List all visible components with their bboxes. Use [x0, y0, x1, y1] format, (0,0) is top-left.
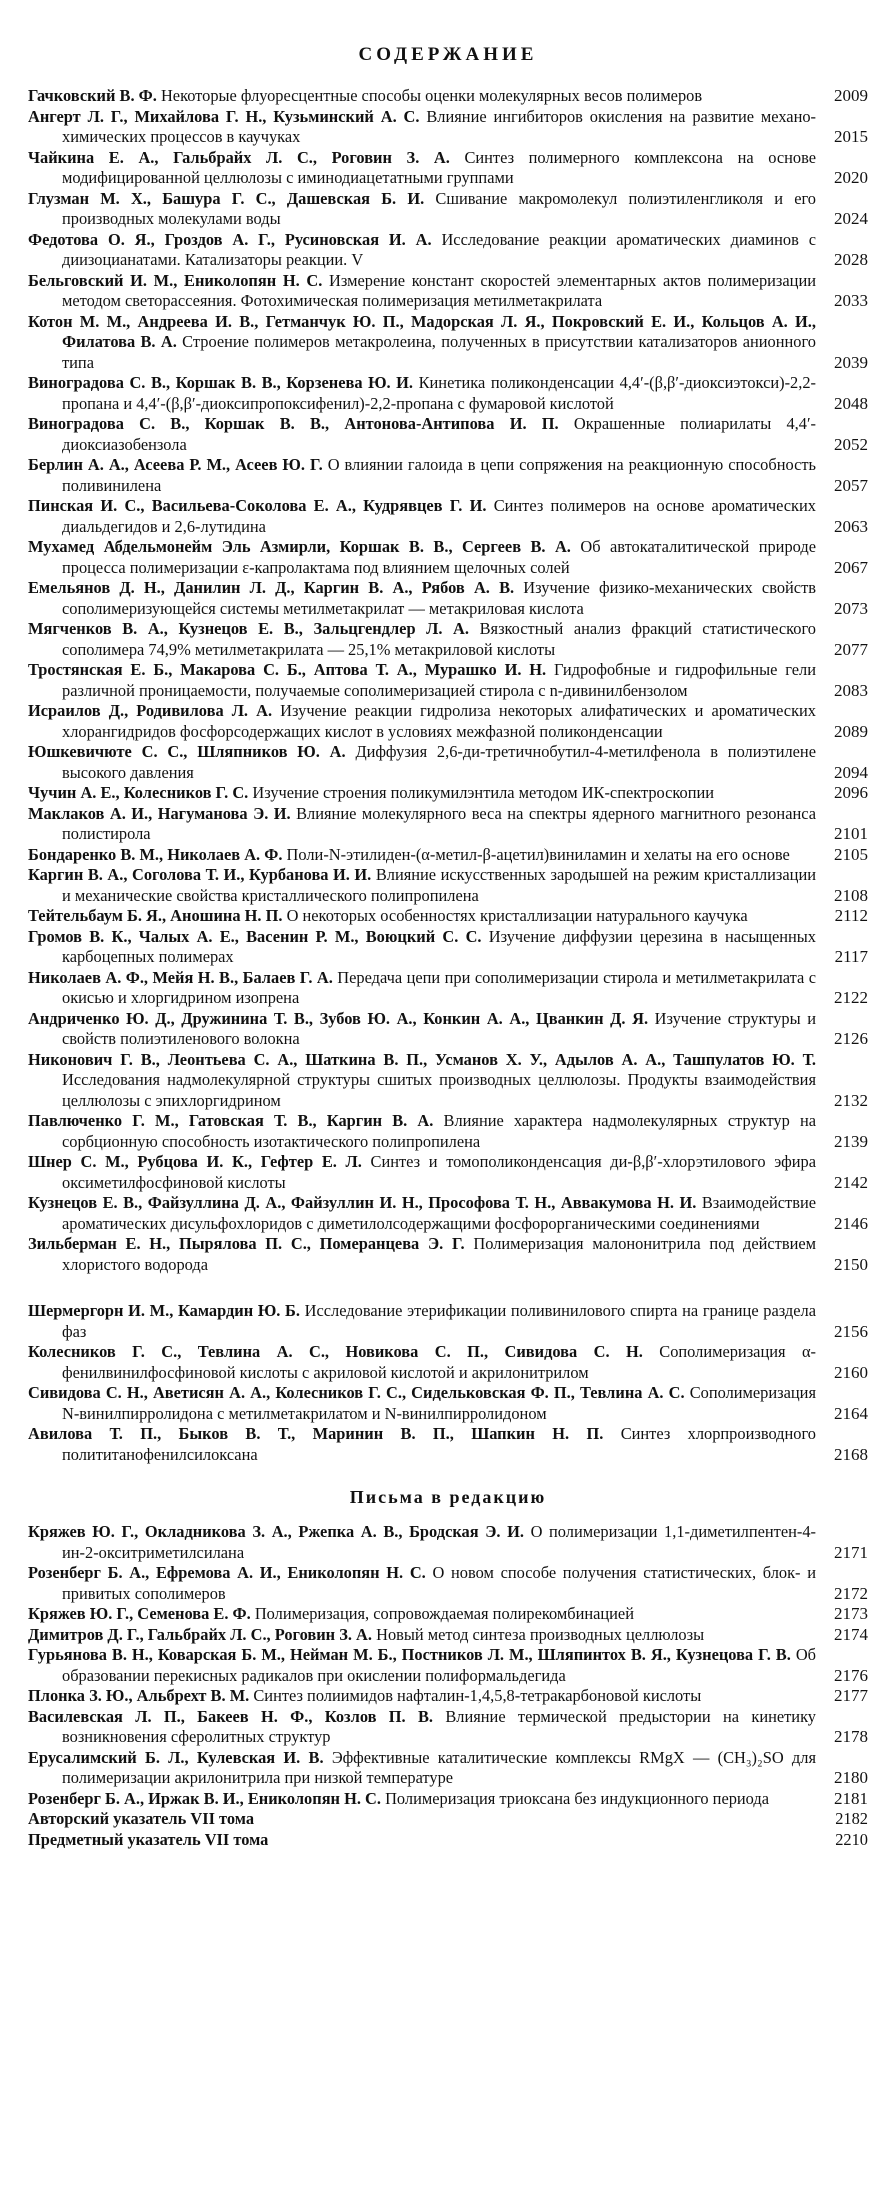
toc-entry-authors: Колесников Г. С., Тевлина А. С., Новикова С. П., Сивидова С. Н.: [28, 1342, 643, 1361]
toc-entry-title: Изучение диффузии церезина в насыщенных карбоцепных полимерах: [62, 926, 816, 966]
toc-entry-title: Синтез полимерного комплексона на основе модифицированной целлюлозы с иминодиацетатными группами: [62, 147, 816, 187]
toc-entry[interactable]: [28, 1789, 868, 1810]
index-entry-title: Предметный указатель VII тома: [28, 1829, 269, 1849]
toc-entry-text: [28, 107, 816, 148]
toc-entry-title: Синтез полимеров на основе ароматических диальдегидов и 2,6-лутидина: [62, 496, 816, 536]
toc-entry-page: 2048: [834, 393, 868, 413]
toc-entry-page: 2171: [834, 1542, 868, 1562]
toc-entry-authors: Виноградова С. В., Коршак В. В., Корзенева Ю. И.: [28, 373, 414, 392]
toc-entry-authors: Виноградова С. В., Коршак В. В., Антонова-Антипова И. П.: [28, 414, 559, 433]
toc-entry-page: 2126: [834, 1029, 868, 1048]
toc-entry-authors: Маклаков А. И., Нагуманова Э. И.: [28, 803, 291, 823]
toc-entry-authors: Сивидова С. Н., Аветисян А. А., Колесников Г. С., Сидельковская Ф. П., Тевлина А. С.: [28, 1383, 685, 1402]
toc-entry-text: [28, 619, 816, 660]
index-entry-page: 2210: [835, 1829, 868, 1849]
toc-entry[interactable]: [28, 1686, 868, 1707]
toc-entry[interactable]: [28, 1625, 868, 1646]
toc-entry-text: [28, 1009, 816, 1050]
toc-entry[interactable]: [28, 1342, 868, 1383]
toc-entry-title: О влиянии галоида в цепи сопряжения на реакционную способность поливинилена: [62, 455, 816, 495]
toc-entry-authors: Василевская Л. П., Бакеев Н. Ф., Козлов П. В.: [28, 1706, 434, 1726]
contents-page: [28, 0, 868, 1850]
toc-entry-page: 2181: [834, 1788, 868, 1808]
toc-entry-page: 2146: [834, 1213, 868, 1233]
toc-entry-authors: Федотова О. Я., Гроздов А. Г., Русиновская И. А.: [28, 229, 432, 249]
toc-entry-text: [28, 1234, 816, 1275]
toc-entry-title: Влияние искусственных зародышей на режим кристаллизации и механические свойства кристаллического полипропилена: [62, 865, 816, 905]
toc-entry-title: Сшивание макромолекул полиэтиленгликоля и его производных молекулами воды: [62, 188, 816, 228]
toc-entry-authors: Мухамед Абдельмонейм Эль Азмирли, Коршак В. В., Сергеев В. А.: [28, 537, 571, 556]
toc-entry-authors: Исраилов Д., Родивилова Л. А.: [28, 701, 273, 720]
toc-entry-title: Изучение физико-механических свойств сополимеризующейся системы метилметакрилат — метакриловая кислота: [62, 578, 816, 618]
toc-entry-title: О новом способе получения статистических, блок- и привитых сополимеров: [62, 1563, 816, 1603]
toc-entry-page: 2173: [834, 1604, 868, 1623]
toc-entry-text: [28, 1748, 816, 1789]
toc-entry-text: [28, 1342, 816, 1383]
toc-entry-title: Кинетика поликонденсации 4,4′-(β,β′-диоксиэтокси)-2,2-пропана и 4,4′-(β,β′-диоксипропоксифенил)-2,2-пропана с фумаровой кислотой: [62, 373, 816, 413]
toc-entry-authors: Павлюченко Г. М., Гатовская Т. В., Каргин В. А.: [28, 1111, 434, 1130]
toc-entry-authors: Бондаренко В. М., Николаев А. Ф.: [28, 844, 283, 864]
toc-entry-title: Влияние молекулярного веса на спектры ядерного магнитного резонанса полистирола: [62, 803, 816, 843]
toc-entry[interactable]: [28, 968, 868, 1009]
toc-entry-page: 2052: [834, 434, 868, 454]
toc-entry-authors: Чучин А. Е., Колесников Г. С.: [28, 783, 249, 802]
toc-entry-page: 2168: [834, 1444, 868, 1464]
toc-entry[interactable]: [28, 1050, 868, 1112]
toc-entry[interactable]: [28, 660, 868, 701]
toc-entry-text: [28, 1152, 816, 1193]
contents-list-letters: [28, 1522, 868, 1809]
toc-entry-text: [28, 148, 816, 189]
toc-entry[interactable]: [28, 373, 868, 414]
toc-entry-page: 2063: [834, 516, 868, 536]
toc-entry[interactable]: [28, 927, 868, 968]
toc-entry-page: 2028: [834, 250, 868, 269]
toc-entry-authors: Розенберг Б. А., Ефремова А. И., Ениколопян Н. С.: [28, 1563, 426, 1582]
toc-entry-text: [28, 845, 816, 866]
toc-entry-page: 2105: [834, 844, 868, 864]
toc-entry[interactable]: [28, 271, 868, 312]
toc-entry-title: Вязкостный анализ фракций статистического сополимера 74,9% метилметакрилата — 25,1% метакриловой кислоты: [62, 619, 816, 659]
toc-entry[interactable]: [28, 1748, 868, 1789]
toc-entry-text: [28, 1707, 816, 1748]
page-title: СОДЕРЖАНИЕ: [358, 44, 538, 65]
toc-entry-title: Строение полимеров метакролеина, полученных в присутствии катализаторов анионного типа: [62, 332, 816, 372]
toc-entry-text: [28, 927, 816, 968]
toc-entry-authors: Розенберг Б. А., Иржак В. И., Ениколопян Н. С.: [28, 1788, 381, 1808]
toc-entry[interactable]: [28, 537, 868, 578]
toc-entry-text: [28, 1193, 816, 1234]
toc-entry-text: [28, 701, 816, 742]
toc-entry-authors: Димитров Д. Г., Гальбрайх Л. С., Роговин З. А.: [28, 1624, 372, 1644]
toc-entry-page: 2067: [834, 557, 868, 577]
toc-entry-authors: Плонка З. Ю., Альбрехт В. М.: [28, 1686, 250, 1705]
toc-entry-text: [28, 1563, 816, 1604]
toc-entry-title: Гидрофобные и гидрофильные гели различной проницаемости, получаемые сополимеризацией стирола с n-дивинилбензолом: [62, 660, 816, 700]
toc-entry[interactable]: [28, 1301, 868, 1342]
toc-entry-title: Поли-N-этилиден-(α-метил-β-ацетил)виниламин и хелаты на его основе: [286, 844, 790, 864]
toc-entry[interactable]: [28, 1645, 868, 1686]
toc-entry-authors: Гурьянова В. Н., Коварская Б. М., Нейман М. Б., Постников Л. М., Шляпинтох В. Я., Кузнецова Г. В.: [28, 1645, 791, 1664]
toc-entry-title: Сополимеризация α-фенилвинилфосфиновой кислоты с акриловой кислотой и акрилонитрилом: [62, 1342, 817, 1382]
toc-entry-page: 2132: [834, 1090, 868, 1110]
toc-entry[interactable]: [28, 865, 868, 906]
contents-list-secondary: [28, 1301, 868, 1465]
toc-entry-title: Влияние ингибиторов окисления на развитие механо-химических процессов в каучуках: [62, 106, 816, 146]
toc-entry[interactable]: [28, 804, 868, 845]
toc-entry-text: [28, 312, 816, 374]
toc-entry[interactable]: [28, 742, 868, 783]
toc-entry-page: 2176: [834, 1665, 868, 1685]
toc-entry-authors: Котон М. М., Андреева И. В., Гетманчук Ю. П., Мадорская Л. Я., Покровский Е. И., Кольцов А. И., Филатова В. А.: [28, 311, 816, 351]
toc-entry-authors: Глузман М. Х., Башура Г. С., Дашевская Б. И.: [28, 188, 425, 208]
toc-entry-authors: Никонович Г. В., Леонтьева С. А., Шаткина В. П., Усманов Х. У., Адылов А. А., Ташпулатов Ю. Т.: [28, 1049, 816, 1069]
toc-entry-title: Эффективные каталитические комплексы RMgX — (CH₃)₂SO для полимеризации акрилонитрила при низкой температуре: [62, 1747, 816, 1787]
toc-entry-title: Изучение структуры и свойств полиэтиленового волокна: [62, 1008, 816, 1048]
toc-entry-authors: Тейтельбаум Б. Я., Аношина Н. П.: [28, 906, 283, 925]
index-entry-page: 2182: [835, 1809, 868, 1828]
toc-entry-title: Полимеризация малононитрила под действием хлористого водорода: [62, 1234, 816, 1274]
toc-entry-title: Полимеризация, сопровождаемая полирекомбинацией: [254, 1604, 634, 1623]
toc-entry-page: 2101: [834, 824, 868, 843]
toc-entry-page: 2094: [834, 762, 868, 782]
toc-entry-text: [28, 1050, 816, 1112]
toc-entry-text: [28, 1645, 816, 1686]
toc-entry-title: Измерение констант скоростей элементарных актов полимеризации методом светорассеяния. Фотохимическая полимеризация метилметакрилата: [62, 270, 816, 310]
toc-entry-title: Полимеризация триоксана без индукционного периода: [385, 1788, 770, 1808]
toc-entry-page: 2077: [834, 639, 868, 659]
toc-entry-text: [28, 1383, 816, 1424]
toc-entry[interactable]: [28, 1111, 868, 1152]
toc-entry-title: Сополимеризация N-винилпирролидона с метилметакрилатом и N-винилпирролидоном: [62, 1383, 816, 1423]
toc-entry-text: [28, 968, 816, 1009]
toc-entry-title: О некоторых особенностях кристаллизации натурального каучука: [286, 906, 748, 925]
toc-entry-page: 2108: [834, 885, 868, 905]
toc-entry[interactable]: [28, 783, 868, 804]
toc-entry-title: Передача цепи при сополимеризации стирола и метилметакрилата с окисью и хлоргидрином изопрена: [62, 967, 816, 1007]
toc-entry-text: [28, 1111, 816, 1152]
toc-entry-authors: Авилова Т. П., Быков В. Т., Маринин В. П., Шапкин Н. П.: [28, 1424, 604, 1443]
section-gap: [28, 1275, 868, 1301]
toc-entry-authors: Юшкевичюте С. С., Шляпников Ю. А.: [28, 742, 346, 761]
toc-entry-title: Исследование этерификации поливинилового спирта на границе раздела фаз: [62, 1301, 816, 1341]
toc-entry-authors: Шнер С. М., Рубцова И. К., Гефтер Е. Л.: [28, 1152, 362, 1171]
toc-entry-title: Окрашенные полиарилаты 4,4′-диоксиазобензола: [62, 414, 816, 454]
toc-entry-title: Об автокаталитической природе процесса полимеризации ε-капролактама под влиянием щелочных солей: [62, 537, 816, 577]
toc-entry-authors: Зильберман Е. Н., Пырялова П. С., Померанцева Э. Г.: [28, 1234, 465, 1253]
toc-entry-authors: Шермергорн И. М., Камардин Ю. Б.: [28, 1301, 300, 1320]
toc-entry-text: [28, 1686, 816, 1707]
index-entry-title: Авторский указатель VII тома: [28, 1809, 255, 1828]
toc-entry[interactable]: [28, 845, 868, 866]
toc-entry-authors: Гачковский В. Ф.: [28, 86, 157, 105]
toc-entry[interactable]: [28, 107, 868, 148]
toc-entry-authors: Кряжев Ю. Г., Окладникова З. А., Ржепка А. В., Бродская Э. И.: [28, 1522, 524, 1541]
toc-entry[interactable]: [28, 1152, 868, 1193]
toc-entry-authors: Николаев А. Ф., Мейя Н. В., Балаев Г. А.: [28, 967, 333, 987]
toc-entry-title: Исследования надмолекулярной структуры сшитых производных целлюлозы. Продукты взаимодействия целлюлозы с эпихлоргидрином: [62, 1070, 816, 1110]
toc-entry[interactable]: [28, 230, 868, 271]
toc-entry-text: [28, 783, 816, 804]
toc-entry[interactable]: [28, 619, 868, 660]
toc-entry[interactable]: [28, 1234, 868, 1275]
toc-entry-page: 2172: [834, 1583, 868, 1603]
toc-entry[interactable]: [28, 1424, 868, 1465]
toc-entry-page: 2020: [834, 168, 868, 187]
toc-entry-authors: Тростянская Е. Б., Макарова С. Б., Аптова Т. А., Мурашко И. Н.: [28, 660, 547, 679]
toc-entry-page: 2156: [834, 1321, 868, 1341]
toc-entry-page: 2160: [834, 1362, 868, 1382]
toc-entry-page: 2057: [834, 475, 868, 495]
toc-entry-authors: Емельянов Д. Н., Данилин Л. Д., Каргин В. А., Рябов А. В.: [28, 578, 515, 597]
toc-entry-text: [28, 660, 816, 701]
toc-entry-text: [28, 373, 816, 414]
toc-entry-text: [28, 1424, 816, 1465]
toc-entry[interactable]: [28, 189, 868, 230]
toc-entry-page: 2083: [834, 680, 868, 700]
toc-entry-authors: Чайкина Е. А., Гальбрайх Л. С., Роговин З. А.: [28, 147, 450, 167]
toc-entry-page: 2089: [834, 721, 868, 741]
toc-entry-title: Влияние термической предыстории на кинетику возникновения сферолитных структур: [62, 1706, 816, 1746]
toc-entry-title: Синтез полиимидов нафталин-1,4,5,8-тетракарбоновой кислоты: [253, 1686, 702, 1705]
toc-entry-authors: Громов В. К., Чалых А. Е., Васенин Р. М., Воюцкий С. С.: [28, 926, 482, 946]
toc-entry-page: 2150: [834, 1254, 868, 1274]
toc-entry-page: 2117: [834, 947, 868, 966]
toc-entry-title: Взаимодействие ароматических дисульфохлоридов с диметилолсодержащими фосфорорганическими соединениями: [62, 1193, 816, 1233]
toc-entry-authors: Мягченков В. А., Кузнецов Е. В., Зальцгендлер Л. А.: [28, 619, 469, 638]
toc-entry-text: [28, 189, 816, 230]
index-entry[interactable]: [28, 1830, 868, 1851]
toc-entry-page: 2139: [834, 1131, 868, 1151]
toc-entry-text: [28, 578, 816, 619]
contents-footer: [28, 1809, 868, 1850]
toc-entry[interactable]: [28, 148, 868, 189]
toc-entry-page: 2142: [834, 1172, 868, 1192]
toc-entry-text: [28, 414, 816, 455]
toc-entry-page: 2112: [834, 906, 868, 925]
toc-entry-text: [28, 1604, 816, 1625]
toc-entry-text: [28, 455, 816, 496]
toc-entry-authors: Кузнецов Е. В., Файзуллина Д. А., Файзуллин И. Н., Прософова Т. Н., Аввакумова Н. И.: [28, 1193, 697, 1212]
toc-entry-text: [28, 1301, 816, 1342]
toc-entry-title: Новый метод синтеза производных целлюлозы: [376, 1624, 705, 1644]
toc-entry-page: 2009: [834, 86, 868, 105]
toc-entry-title: Исследование реакции ароматических диаминов с диизоцианатами. Катализаторы реакции. V: [62, 229, 816, 269]
toc-entry-text: [28, 1522, 816, 1563]
toc-entry-text: [28, 804, 816, 845]
toc-entry-title: Изучение строения поликумилэнтила методом ИК-спектроскопии: [252, 783, 715, 802]
toc-entry-title: Об образовании перекисных радикалов при окислении полиформальдегида: [62, 1645, 816, 1685]
toc-entry[interactable]: [28, 455, 868, 496]
toc-entry-page: 2015: [834, 127, 868, 146]
contents-list-main: [28, 86, 868, 1275]
toc-entry-text: [28, 86, 816, 107]
toc-entry-title: Диффузия 2,6-ди-третичнобутил-4-метилфенола в полиэтилене высокого давления: [62, 742, 816, 782]
toc-entry-title: Синтез хлорпроизводного полититанофенилсилоксана: [62, 1424, 816, 1464]
toc-entry-authors: Пинская И. С., Васильева-Соколова Е. А., Кудрявцев Г. И.: [28, 496, 487, 515]
toc-entry-page: 2096: [834, 783, 868, 802]
toc-entry[interactable]: [28, 312, 868, 374]
toc-entry-text: [28, 742, 816, 783]
toc-entry-authors: Ерусалимский Б. Л., Кулевская И. В.: [28, 1747, 324, 1767]
toc-entry[interactable]: [28, 1193, 868, 1234]
index-entry[interactable]: [28, 1809, 868, 1830]
toc-entry-page: 2122: [834, 988, 868, 1007]
toc-entry-text: [28, 865, 816, 906]
toc-entry-title: Некоторые флуоресцентные способы оценки молекулярных весов полимеров: [160, 86, 703, 105]
toc-entry-page: 2033: [834, 291, 868, 310]
toc-entry[interactable]: [28, 578, 868, 619]
toc-entry[interactable]: [28, 906, 868, 927]
toc-entry-text: [28, 271, 816, 312]
toc-entry-page: 2180: [834, 1768, 868, 1787]
toc-entry-page: 2073: [834, 598, 868, 618]
toc-entry-text: [28, 537, 816, 578]
toc-entry-page: 2178: [834, 1727, 868, 1746]
toc-entry-page: 2039: [834, 352, 868, 372]
toc-entry[interactable]: [28, 414, 868, 455]
toc-entry[interactable]: [28, 1383, 868, 1424]
toc-entry-page: 2164: [834, 1403, 868, 1423]
toc-entry-authors: Ангерт Л. Г., Михайлова Г. Н., Кузьминский А. С.: [28, 106, 420, 126]
toc-entry-text: [28, 1625, 816, 1646]
toc-entry-title: Синтез и томополиконденсация ди-β,β′-хлорэтилового эфира оксиметилфосфиновой кислоты: [62, 1152, 816, 1192]
toc-entry-text: [28, 496, 816, 537]
letters-heading: Письма в редакцию: [349, 1487, 547, 1507]
toc-entry[interactable]: [28, 86, 868, 107]
toc-entry-title: Влияние характера надмолекулярных структур на сорбционную способность изотактического полипропилена: [62, 1111, 816, 1151]
toc-entry[interactable]: [28, 1009, 868, 1050]
toc-entry-text: [28, 230, 816, 271]
toc-entry-authors: Берлин А. А., Асеева Р. М., Асеев Ю. Г.: [28, 455, 323, 474]
toc-entry-page: 2177: [834, 1686, 868, 1705]
toc-entry[interactable]: [28, 1707, 868, 1748]
toc-entry-page: 2174: [834, 1624, 868, 1644]
toc-entry-authors: Андриченко Ю. Д., Дружинина Т. В., Зубов Ю. А., Конкин А. А., Цванкин Д. Я.: [28, 1008, 649, 1028]
toc-entry[interactable]: [28, 1522, 868, 1563]
toc-entry-authors: Кряжев Ю. Г., Семенова Е. Ф.: [28, 1604, 251, 1623]
toc-entry[interactable]: [28, 1563, 868, 1604]
toc-entry-text: [28, 906, 816, 927]
toc-entry-authors: Бельговский И. М., Ениколопян Н. С.: [28, 270, 323, 290]
toc-entry-title: Изучение реакции гидролиза некоторых алифатических и ароматических хлорангидридов фосфорсодержащих кислот в условиях межфазной поликонденсации: [62, 701, 816, 741]
toc-entry-page: 2024: [834, 209, 868, 228]
toc-entry[interactable]: [28, 1604, 868, 1625]
toc-entry-title: О полимеризации 1,1-диметилпентен-4-ин-2-окситриметилсилана: [62, 1522, 816, 1562]
toc-entry[interactable]: [28, 701, 868, 742]
toc-entry[interactable]: [28, 496, 868, 537]
toc-entry-authors: Каргин В. А., Соголова Т. И., Курбанова И. И.: [28, 865, 372, 884]
toc-entry-text: [28, 1789, 816, 1810]
